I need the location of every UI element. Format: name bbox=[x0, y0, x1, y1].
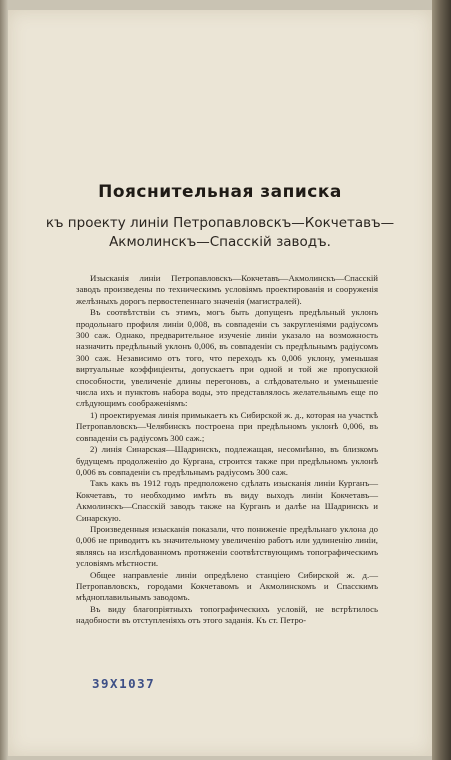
paragraph: Изысканія линіи Петропавловскъ—Кокчетавъ—Акмолинскъ—Спасскій заводъ произведены по техническимъ условіямъ проектированія и сооруженія желѣзныхъ дорогъ первостепеннаго значенія (магистралей). bbox=[76, 273, 378, 306]
paragraph: 2) линія Синарская—Шадринскъ, подлежащая, несомнѣнно, въ близкомъ будущемъ продолженію до Кургана, строится также при предѣльномъ уклонѣ 0,006 въ совпаденіи съ предѣльнымъ радіусомъ 300 саж. bbox=[76, 444, 378, 477]
subtitle-line-1: къ проекту линіи Петропавловскъ—Кокчетавъ— bbox=[45, 215, 395, 231]
document-page bbox=[8, 10, 432, 756]
archive-stamp: 39X1037 bbox=[92, 676, 156, 691]
paragraph: 1) проектируемая линія примыкаетъ къ Сибирской ж. д., которая на участкѣ Петропавловскъ—Челябинскъ построена при предѣльномъ уклонѣ 0,006, въ совпаденіи съ радіусомъ 300 саж.; bbox=[76, 409, 378, 443]
book-binding bbox=[432, 0, 451, 760]
paragraph: Въ соотвѣтствіи съ этимъ, могъ быть допущенъ предѣльный уклонъ продольнаго профиля линіи 0,008, въ совпаденіи съ закругленіями радіусомъ 300 саж. Однако, предварительное изученіе линіи указало на возможность назначить предѣльный уклонъ 0,006, въ совпаденіи съ предѣльнымъ радіусомъ 300 саж. Независимо отъ того, что переходъ къ 0,006 уклону, уменьшая виртуальные коэффиціенты, допускаетъ при одной и той же пропускной способности, увеличеніе длины перегоновъ, а слѣдовательно и уменьшеніе числа ихъ и пунктовъ набора воды, это представлялось желательнымъ еще по слѣдующимъ соображеніямъ: bbox=[76, 307, 378, 409]
paragraph: Произведенныя изысканія показали, что пониженіе предѣльнаго уклона до 0,006 не приводитъ къ значительному увеличенію работъ или удлиненію линіи, являясь на изслѣдованномъ протяженіи соотвѣтствующимъ топографическимъ условіямъ мѣстности. bbox=[76, 523, 378, 569]
body-text bbox=[76, 273, 378, 627]
paragraph: Въ виду благопріятныхъ топографическихъ условій, не встрѣтилось надобности въ отступленіяхъ отъ этого заданія. Къ ст. Петро- bbox=[76, 603, 378, 626]
subtitle-line-2: Акмолинскъ—Спасскій заводъ. bbox=[109, 234, 331, 250]
document-subtitle bbox=[18, 214, 422, 252]
document-title: Пояснительная записка bbox=[98, 182, 342, 202]
paragraph: Общее направленіе линіи опредѣлено станціею Сибирской ж. д.—Петропавловскъ, городами Кокчетавомъ и Акмолинскомъ и Спасскимъ мѣдноплавильнымъ заводомъ. bbox=[76, 569, 378, 603]
left-edge-shadow bbox=[0, 0, 8, 760]
paragraph: Такъ какъ въ 1912 годъ предположено сдѣлать изысканія линіи Курганъ—Кокчетавъ, то необходимо имѣть въ виду выходъ линіи Кокчетавъ—Акмолинскъ—Спасскій заводъ также на Курганъ и далѣе на Шадринскъ и Синарскую. bbox=[76, 478, 378, 523]
